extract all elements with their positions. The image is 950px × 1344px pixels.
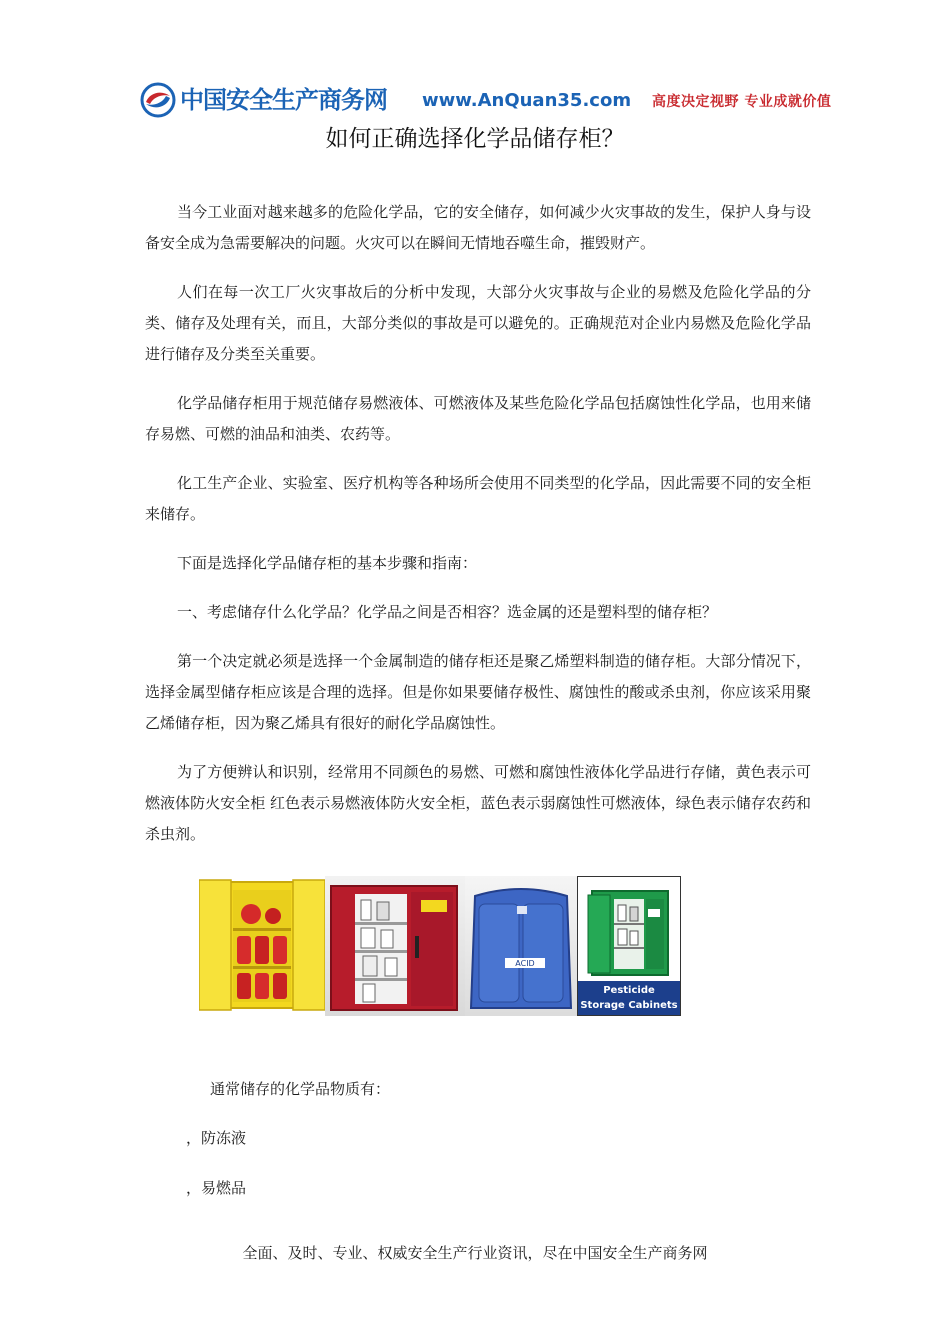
site-logo-icon xyxy=(140,82,176,118)
green-cabinet-image xyxy=(577,876,681,1016)
list-item: ，防冻液 xyxy=(186,1129,247,1147)
article-body xyxy=(145,197,811,868)
document-title: 如何正确选择化学品储存柜？ xyxy=(325,126,625,152)
paragraph: 化工生产企业、实验室、医疗机构等各种场所会使用不同类型的化学品，因此需要不同的安全柜来储存。 xyxy=(145,474,811,523)
yellow-cabinet-image xyxy=(199,876,325,1016)
red-cabinet-image xyxy=(325,876,465,1016)
common-substances-heading: 通常储存的化学品物质有： xyxy=(210,1080,391,1098)
site-slogan: 高度决定视野 专业成就价值 xyxy=(652,94,832,110)
cabinet-photo-strip xyxy=(199,876,683,1016)
site-header xyxy=(140,80,870,124)
acid-label-text: ACID xyxy=(515,959,535,968)
paragraph: 人们在每一次工厂火灾事故后的分析中发现，大部分火灾事故与企业的易燃及危险化学品的分类、储存及处理有关，而且，大部分类似的事故是可以避免的。正确规范对企业内易燃及危险化学品进行储存及分类至关重要。 xyxy=(145,283,811,363)
site-name: 中国安全生产商务网 xyxy=(180,86,387,114)
site-url[interactable]: www.AnQuan35.com xyxy=(422,90,632,111)
paragraph: 下面是选择化学品储存柜的基本步骤和指南： xyxy=(177,554,478,572)
paragraph: 为了方便辨认和识别，经常用不同颜色的易燃、可燃和腐蚀性液体化学品进行存储，黄色表示可燃液体防火安全柜 红色表示易燃液体防火安全柜，蓝色表示弱腐蚀性可燃液体，绿色表示储存农药和杀虫剂。 xyxy=(145,763,811,843)
paragraph: 化学品储存柜用于规范储存易燃液体、可燃液体及某些危险化学品包括腐蚀性化学品，也用来储存易燃、可燃的油品和油类、农药等。 xyxy=(145,394,811,443)
list-item: ，易燃品 xyxy=(186,1179,247,1197)
pesticide-cabinet-label xyxy=(578,981,680,1015)
paragraph: 一、考虑储存什么化学品？化学品之间是否相容？选金属的还是塑料型的储存柜？ xyxy=(177,603,718,621)
paragraph: 第一个决定就必须是选择一个金属制造的储存柜还是聚乙烯塑料制造的储存柜。大部分情况下，选择金属型储存柜应该是合理的选择。但是你如果要储存极性、腐蚀性的酸或杀虫剂，你应该采用聚乙烯储存柜，因为聚乙烯具有很好的耐化学品腐蚀性。 xyxy=(145,652,811,732)
pesticide-label-line1: Pesticide xyxy=(603,985,655,996)
paragraph: 当今工业面对越来越多的危险化学品，它的安全储存，如何减少火灾事故的发生，保护人身与设备安全成为急需要解决的问题。火灾可以在瞬间无情地吞噬生命，摧毁财产。 xyxy=(145,203,811,252)
blue-cabinet-image xyxy=(465,876,577,1016)
page-footer: 全面、及时、专业、权威安全生产行业资讯，尽在中国安全生产商务网 xyxy=(242,1244,708,1262)
pesticide-label-line2: Storage Cabinets xyxy=(580,1000,678,1011)
substance-list xyxy=(186,1124,246,1224)
